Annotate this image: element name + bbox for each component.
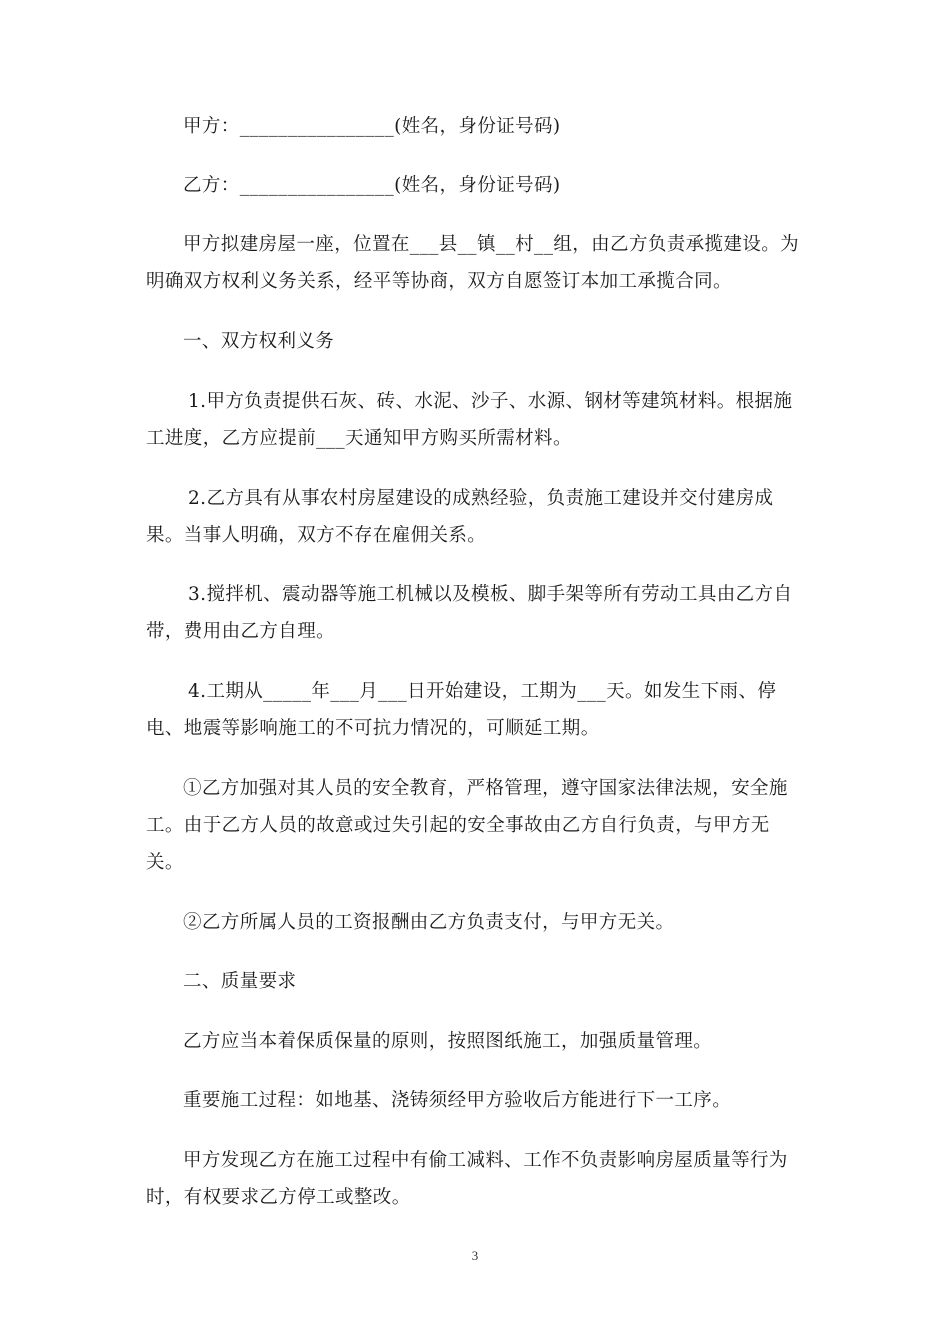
party-a-line: 甲方：________________(姓名，身份证号码) xyxy=(183,116,561,137)
clause-3: 3.搅拌机、震动器等施工机械以及模板、脚手架等所有劳动工具由乙方自带，费用由乙方自理。 xyxy=(146,584,793,642)
page-number: 3 xyxy=(471,1248,479,1263)
clause-1: 1.甲方负责提供石灰、砖、水泥、沙子、水源、钢材等建筑材料。根据施工进度，乙方应提前___天通知甲方购买所需材料。 xyxy=(146,391,793,449)
quality-requirement-1: 乙方应当本着保质保量的原则，按照图纸施工，加强质量管理。 xyxy=(183,1031,713,1052)
sub-clause-2: ②乙方所属人员的工资报酬由乙方负责支付，与甲方无关。 xyxy=(183,912,675,933)
intro-paragraph: 甲方拟建房屋一座，位置在___县__镇__村__组，由乙方负责承揽建设。为明确双方权利义务关系，经平等协商，双方自愿签订本加工承揽合同。 xyxy=(146,234,800,292)
section-1-title: 一、双方权利义务 xyxy=(183,331,335,352)
sub-clause-1: ①乙方加强对其人员的安全教育，严格管理，遵守国家法律法规，安全施工。由于乙方人员的故意或过失引起的安全事故由乙方自行负责，与甲方无关。 xyxy=(146,778,788,873)
quality-requirement-3: 甲方发现乙方在施工过程中有偷工减料、工作不负责影响房屋质量等行为时，有权要求乙方停工或整改。 xyxy=(146,1150,788,1208)
clause-4: 4.工期从_____年___月___日开始建设，工期为___天。如发生下雨、停电、地震等影响施工的不可抗力情况的，可顺延工期。 xyxy=(146,681,777,739)
quality-requirement-2: 重要施工过程：如地基、浇铸须经甲方验收后方能进行下一工序。 xyxy=(183,1090,732,1111)
party-b-line: 乙方：________________(姓名，身份证号码) xyxy=(183,175,561,196)
section-2-title: 二、质量要求 xyxy=(183,971,297,992)
clause-2: 2.乙方具有从事农村房屋建设的成熟经验，负责施工建设并交付建房成果。当事人明确，双方不存在雇佣关系。 xyxy=(146,488,774,546)
